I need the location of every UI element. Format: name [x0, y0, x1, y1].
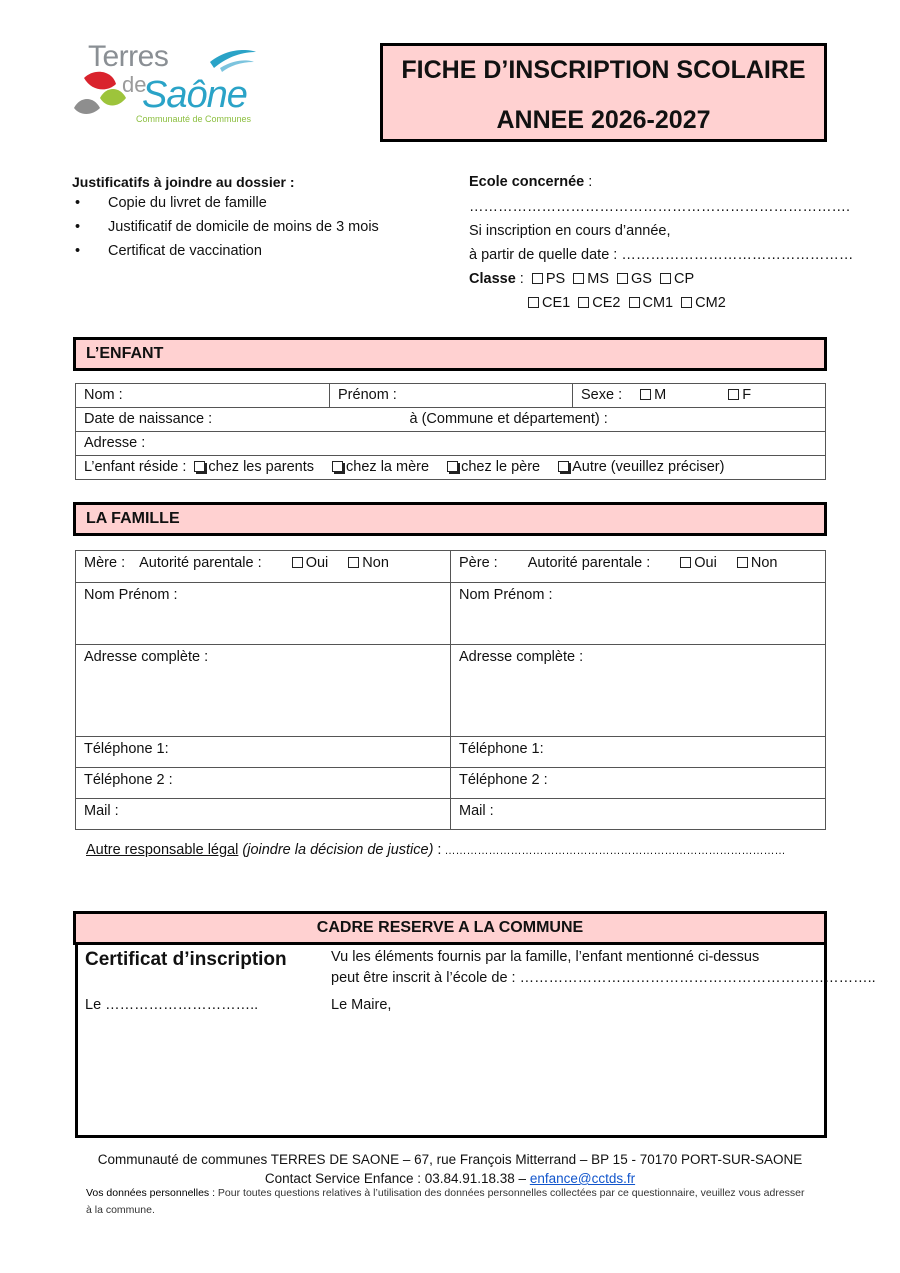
- footer: [0, 1150, 900, 1188]
- sexe-option: M: [654, 387, 667, 403]
- non-label: Non: [362, 555, 389, 571]
- contact-text: Contact Service Enfance : 03.84.91.18.38 –: [264, 1171, 530, 1186]
- reside-option: chez la mère: [346, 459, 430, 475]
- logo-text-saone: Saône: [142, 74, 247, 116]
- nom-field[interactable]: Nom :: [76, 384, 330, 408]
- checkbox-cp[interactable]: [660, 273, 671, 284]
- list-item: • Justificatif de domicile de moins de 3 mois: [72, 215, 442, 239]
- checkbox-sexe-f[interactable]: [728, 389, 739, 400]
- classe-option: CP: [674, 271, 695, 287]
- checkbox-gs[interactable]: [617, 273, 628, 284]
- pere-mail-field[interactable]: Mail :: [451, 799, 826, 830]
- logo-text-communaute: Communauté de Communes: [136, 114, 252, 124]
- classe-option: CE1: [542, 295, 571, 311]
- maire-label: Le Maire,: [331, 997, 392, 1013]
- sexe-option: F: [742, 387, 752, 403]
- privacy-text: Pour toutes questions relatives à l’utilisation des données personnelles collectées par ce questionnaire, veuillez vous adresser à la commune.: [86, 1187, 805, 1216]
- autre-colon: :: [433, 842, 442, 858]
- ecole-label: Ecole concernée: [469, 174, 585, 190]
- mere-adresse-field[interactable]: Adresse complète :: [76, 645, 451, 737]
- checkbox-ms[interactable]: [573, 273, 584, 284]
- certificat-line1: Vu les éléments fournis par la famille, l’enfant mentionné ci-dessus: [331, 949, 760, 965]
- encours-text: Si inscription en cours d’année,: [469, 223, 671, 239]
- checkbox-mere[interactable]: [332, 461, 343, 472]
- date-le-field: Le …………………………..: [85, 997, 259, 1013]
- checkbox-parents[interactable]: [194, 461, 205, 472]
- form-title: FICHE D’INSCRIPTION SCOLAIRE: [401, 56, 806, 84]
- classe-label: Classe: [469, 271, 516, 287]
- pere-adresse-field[interactable]: Adresse complète :: [451, 645, 826, 737]
- logo-text-de: de: [122, 72, 147, 97]
- classe-option: CM1: [642, 295, 674, 311]
- cadre-header: CADRE RESERVE A LA COMMUNE: [73, 911, 827, 945]
- pere-tel1-field[interactable]: Téléphone 1:: [451, 737, 826, 768]
- autre-label: Autre responsable légal: [86, 842, 239, 858]
- mere-label: Mère :: [84, 555, 126, 571]
- checkbox-cm2[interactable]: [681, 297, 692, 308]
- adresse-field[interactable]: Adresse :: [76, 432, 826, 456]
- prenom-field[interactable]: Prénom :: [330, 384, 573, 408]
- autorite-label: Autorité parentale :: [527, 555, 651, 571]
- oui-label: Oui: [305, 555, 329, 571]
- form-year: ANNEE 2026-2027: [496, 106, 711, 134]
- non-label: Non: [750, 555, 778, 571]
- mere-autorite-cell: [76, 551, 451, 583]
- pere-label: Père :: [459, 555, 498, 571]
- justificatifs-heading: Justificatifs à joindre au dossier :: [72, 174, 295, 190]
- classe-option: PS: [545, 271, 566, 287]
- classe-colon: :: [515, 271, 524, 287]
- email-link[interactable]: enfance@cctds.fr: [529, 1171, 636, 1186]
- reside-row: [76, 456, 826, 480]
- mere-mail-field[interactable]: Mail :: [76, 799, 451, 830]
- checkbox-pere[interactable]: [447, 461, 458, 472]
- checkbox-pere-non[interactable]: [737, 557, 748, 568]
- oui-label: Oui: [694, 555, 717, 571]
- pere-nom-field[interactable]: Nom Prénom :: [451, 583, 826, 645]
- commune-label: à (Commune et département) :: [409, 411, 608, 427]
- mere-tel1-field[interactable]: Téléphone 1:: [76, 737, 451, 768]
- naissance-label: Date de naissance :: [84, 411, 213, 427]
- privacy-note: [86, 1185, 806, 1219]
- checkbox-ce2[interactable]: [578, 297, 589, 308]
- logo: [70, 38, 270, 133]
- famille-table: [75, 550, 826, 830]
- footer-address: Communauté de communes TERRES DE SAONE – 67, rue François Mitterrand – BP 15 - 70170 PORT-SUR-SAONE: [97, 1152, 803, 1167]
- certificat-title: Certificat d’inscription: [85, 949, 287, 970]
- classe-option: CM2: [695, 295, 726, 311]
- naissance-row[interactable]: [76, 408, 826, 432]
- title-box: [380, 43, 827, 142]
- autre-note: (joindre la décision de justice): [242, 842, 434, 858]
- pere-tel2-field[interactable]: Téléphone 2 :: [451, 768, 826, 799]
- certificat-text: [331, 947, 876, 989]
- mere-nom-field[interactable]: Nom Prénom :: [76, 583, 451, 645]
- reside-option: Autre (veuillez préciser): [572, 459, 725, 475]
- certificat-line2: peut être inscrit à l’école de : ………………………………………………………………..: [331, 970, 876, 986]
- section-enfant-header: L’ENFANT: [73, 337, 827, 371]
- ecole-block: [469, 173, 854, 315]
- ecole-input[interactable]: …………………………………………………………………….: [469, 199, 851, 215]
- classe-option: MS: [587, 271, 609, 287]
- checkbox-ce1[interactable]: [528, 297, 539, 308]
- sexe-label: Sexe :: [581, 387, 623, 403]
- checkbox-mere-non[interactable]: [348, 557, 359, 568]
- logo-text-terres: Terres: [88, 40, 169, 73]
- checkbox-sexe-m[interactable]: [640, 389, 651, 400]
- autre-responsable: [86, 842, 786, 858]
- checkbox-pere-oui[interactable]: [680, 557, 691, 568]
- autorite-label: Autorité parentale :: [139, 555, 262, 571]
- list-item: • Copie du livret de famille: [72, 191, 442, 215]
- mere-tel2-field[interactable]: Téléphone 2 :: [76, 768, 451, 799]
- enfant-table: [75, 383, 826, 480]
- justificatifs-list: [72, 191, 442, 263]
- reside-option: chez les parents: [208, 459, 315, 475]
- ecole-colon: :: [584, 174, 593, 190]
- reside-label: L’enfant réside :: [84, 459, 187, 475]
- autre-input[interactable]: …………………………………………………………………………………: [441, 845, 786, 857]
- date-field[interactable]: à partir de quelle date : …………………………………………: [469, 247, 854, 263]
- section-famille-header: LA FAMILLE: [73, 502, 827, 536]
- classe-option: CE2: [592, 295, 621, 311]
- justificatifs-block: [72, 173, 442, 263]
- reside-option: chez le père: [461, 459, 541, 475]
- list-item: • Certificat de vaccination: [72, 239, 442, 263]
- sexe-field: [573, 384, 826, 408]
- checkbox-ps[interactable]: [532, 273, 543, 284]
- pere-autorite-cell: [451, 551, 826, 583]
- classe-option: GS: [631, 271, 652, 287]
- checkbox-autre[interactable]: [558, 461, 569, 472]
- checkbox-mere-oui[interactable]: [292, 557, 303, 568]
- checkbox-cm1[interactable]: [629, 297, 640, 308]
- privacy-label: Vos données personnelles :: [86, 1187, 216, 1199]
